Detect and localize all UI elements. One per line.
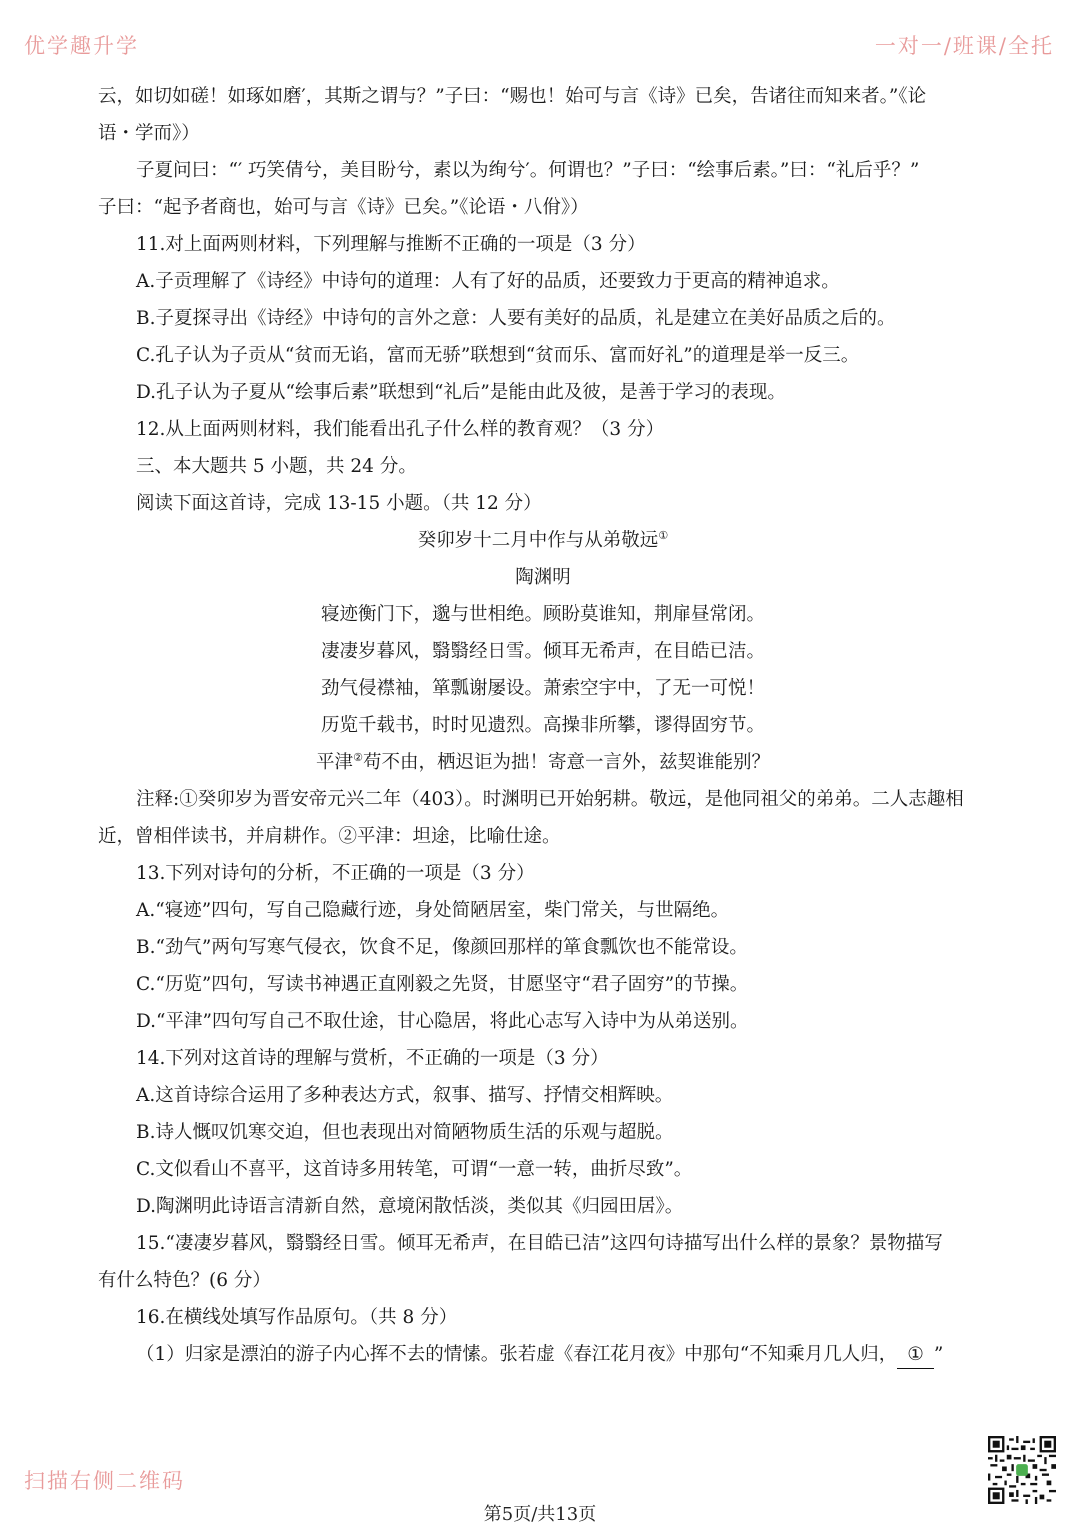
- question-16-part-1-text: （1）归家是漂泊的游子内心挥不去的情愫。张若虚《春江花月夜》中那句“不知乘月几人归，: [136, 1344, 898, 1365]
- exam-page-content: [98, 78, 988, 1373]
- question-11-option-d: D.孔子认为子夏从“绘事后素”联想到“礼后”是能由此及彼，是善于学习的表现。: [136, 382, 786, 403]
- question-13-option-b: B.“劲气”两句写寒气侵衣，饮食不足，像颜回那样的箪食瓢饮也不能常设。: [136, 937, 748, 958]
- page-number: 第5页/共13页: [483, 1504, 597, 1525]
- question-11-option-b: B.子夏探寻出《诗经》中诗句的言外之意：人要有美好的品质，礼是建立在美好品质之后的。: [136, 308, 896, 329]
- poem-line: 寝迹衡门下，邈与世相绝。顾盼莫谁知，荆扉昼常闭。: [320, 604, 765, 625]
- closing-quote: ”: [933, 1344, 944, 1365]
- question-13-option-a: A.“寝迹”四句，写自己隐藏行迹，身处简陋居室，柴门常关，与世隔绝。: [136, 900, 730, 921]
- poem-line: 凄凄岁暮风，翳翳经日雪。倾耳无希声，在目皓已洁。: [320, 641, 765, 662]
- section-heading: 三、本大题共 5 小题，共 24 分。: [136, 456, 417, 477]
- qr-code-icon[interactable]: [988, 1436, 1056, 1504]
- poem-title-footnote-mark: ①: [658, 528, 669, 542]
- poem-author: 陶渊明: [515, 567, 571, 588]
- question-14-option-d: D.陶渊明此诗语言清新自然，意境闲散恬淡，类似其《归园田居》。: [136, 1196, 684, 1217]
- passage-line: 子曰：“起予者商也，始可与言《诗》已矣。”《论语・八佾》）: [98, 197, 589, 218]
- header-brand: 优学趣升学: [24, 34, 139, 58]
- poem-annotation: 注释:①癸卯岁为晋安帝元兴二年（403）。时渊明已开始躬耕。敬远，是他同祖父的弟弟。二人志趣相: [136, 789, 964, 810]
- question-11-option-a: A.子贡理解了《诗经》中诗句的道理：人有了好的品质，还要致力于更高的精神追求。: [136, 271, 840, 292]
- passage-line: 云，如切如磋！如琢如磨′，其斯之谓与？”子曰：“赐也！始可与言《诗》已矣，告诸往而知来者。”《论: [98, 86, 927, 107]
- poem-line: 劲气侵襟袖，箪瓢谢屡设。萧索空宇中，了无一可悦！: [320, 678, 765, 699]
- question-16-part-1: [98, 1336, 988, 1373]
- poem-title: [98, 522, 988, 559]
- poem-line: [98, 744, 988, 781]
- question-13-option-d: D.“平津”四句写自己不取仕途，甘心隐居，将此心志写入诗中为从弟送别。: [136, 1011, 749, 1032]
- question-16: 16.在横线处填写作品原句。（共 8 分）: [136, 1307, 458, 1328]
- question-14: 14.下列对这首诗的理解与赏析，不正确的一项是（3 分）: [136, 1048, 609, 1069]
- question-14-option-a: A.这首诗综合运用了多种表达方式，叙事、描写、抒情交相辉映。: [136, 1085, 674, 1106]
- header-services: 一对一/班课/全托: [874, 34, 1054, 58]
- question-15-continued: 有什么特色？(6 分）: [98, 1270, 271, 1291]
- question-12: 12.从上面两则材料，我们能看出孔子什么样的教育观？（3 分）: [136, 419, 665, 440]
- question-14-option-c: C.文似看山不喜平，这首诗多用转笔，可谓“一意一转，曲折尽致”。: [136, 1159, 693, 1180]
- poem-line: 历览千载书，时时见遗烈。高操非所攀，谬得固穷节。: [320, 715, 765, 736]
- poem-line-start: 平津: [316, 752, 354, 773]
- question-15: 15.“凄凄岁暮风，翳翳经日雪。倾耳无希声，在目皓已洁”这四句诗描写出什么样的景象？景物描写: [136, 1233, 943, 1254]
- reading-instructions: 阅读下面这首诗，完成 13-15 小题。（共 12 分）: [136, 493, 542, 514]
- poem-line-rest: 苟不由，栖迟讵为拙！寄意一言外，兹契谁能别？: [362, 752, 770, 773]
- answer-blank[interactable]: ①: [897, 1342, 934, 1369]
- question-13: 13.下列对诗句的分析，不正确的一项是（3 分）: [136, 863, 535, 884]
- scan-qr-prompt: 扫描右侧二维码: [24, 1469, 185, 1493]
- poem-title-text: 癸卯岁十二月中作与从弟敬远: [417, 530, 659, 551]
- question-11-option-c: C.孔子认为子贡从“贫而无谄，富而无骄”联想到“贫而乐、富而好礼”的道理是举一反三。: [136, 345, 860, 366]
- poem-footnote-mark: ②: [353, 750, 363, 764]
- passage-line: 子夏问曰：“′ 巧笑倩兮，美目盼兮，素以为绚兮′。何谓也？”子曰：“绘事后素。”曰：“礼后乎？”: [136, 160, 920, 181]
- question-14-option-b: B.诗人慨叹饥寒交迫，但也表现出对简陋物质生活的乐观与超脱。: [136, 1122, 674, 1143]
- poem-annotation: 近，曾相伴读书，并肩耕作。②平津：坦途，比喻仕途。: [98, 826, 561, 847]
- passage-line: 语・学而》）: [98, 123, 200, 144]
- question-13-option-c: C.“历览”四句，写读书神遇正直刚毅之先贤，甘愿坚守“君子固穷”的节操。: [136, 974, 749, 995]
- question-11: 11.对上面两则材料，下列理解与推断不正确的一项是（3 分）: [136, 234, 646, 255]
